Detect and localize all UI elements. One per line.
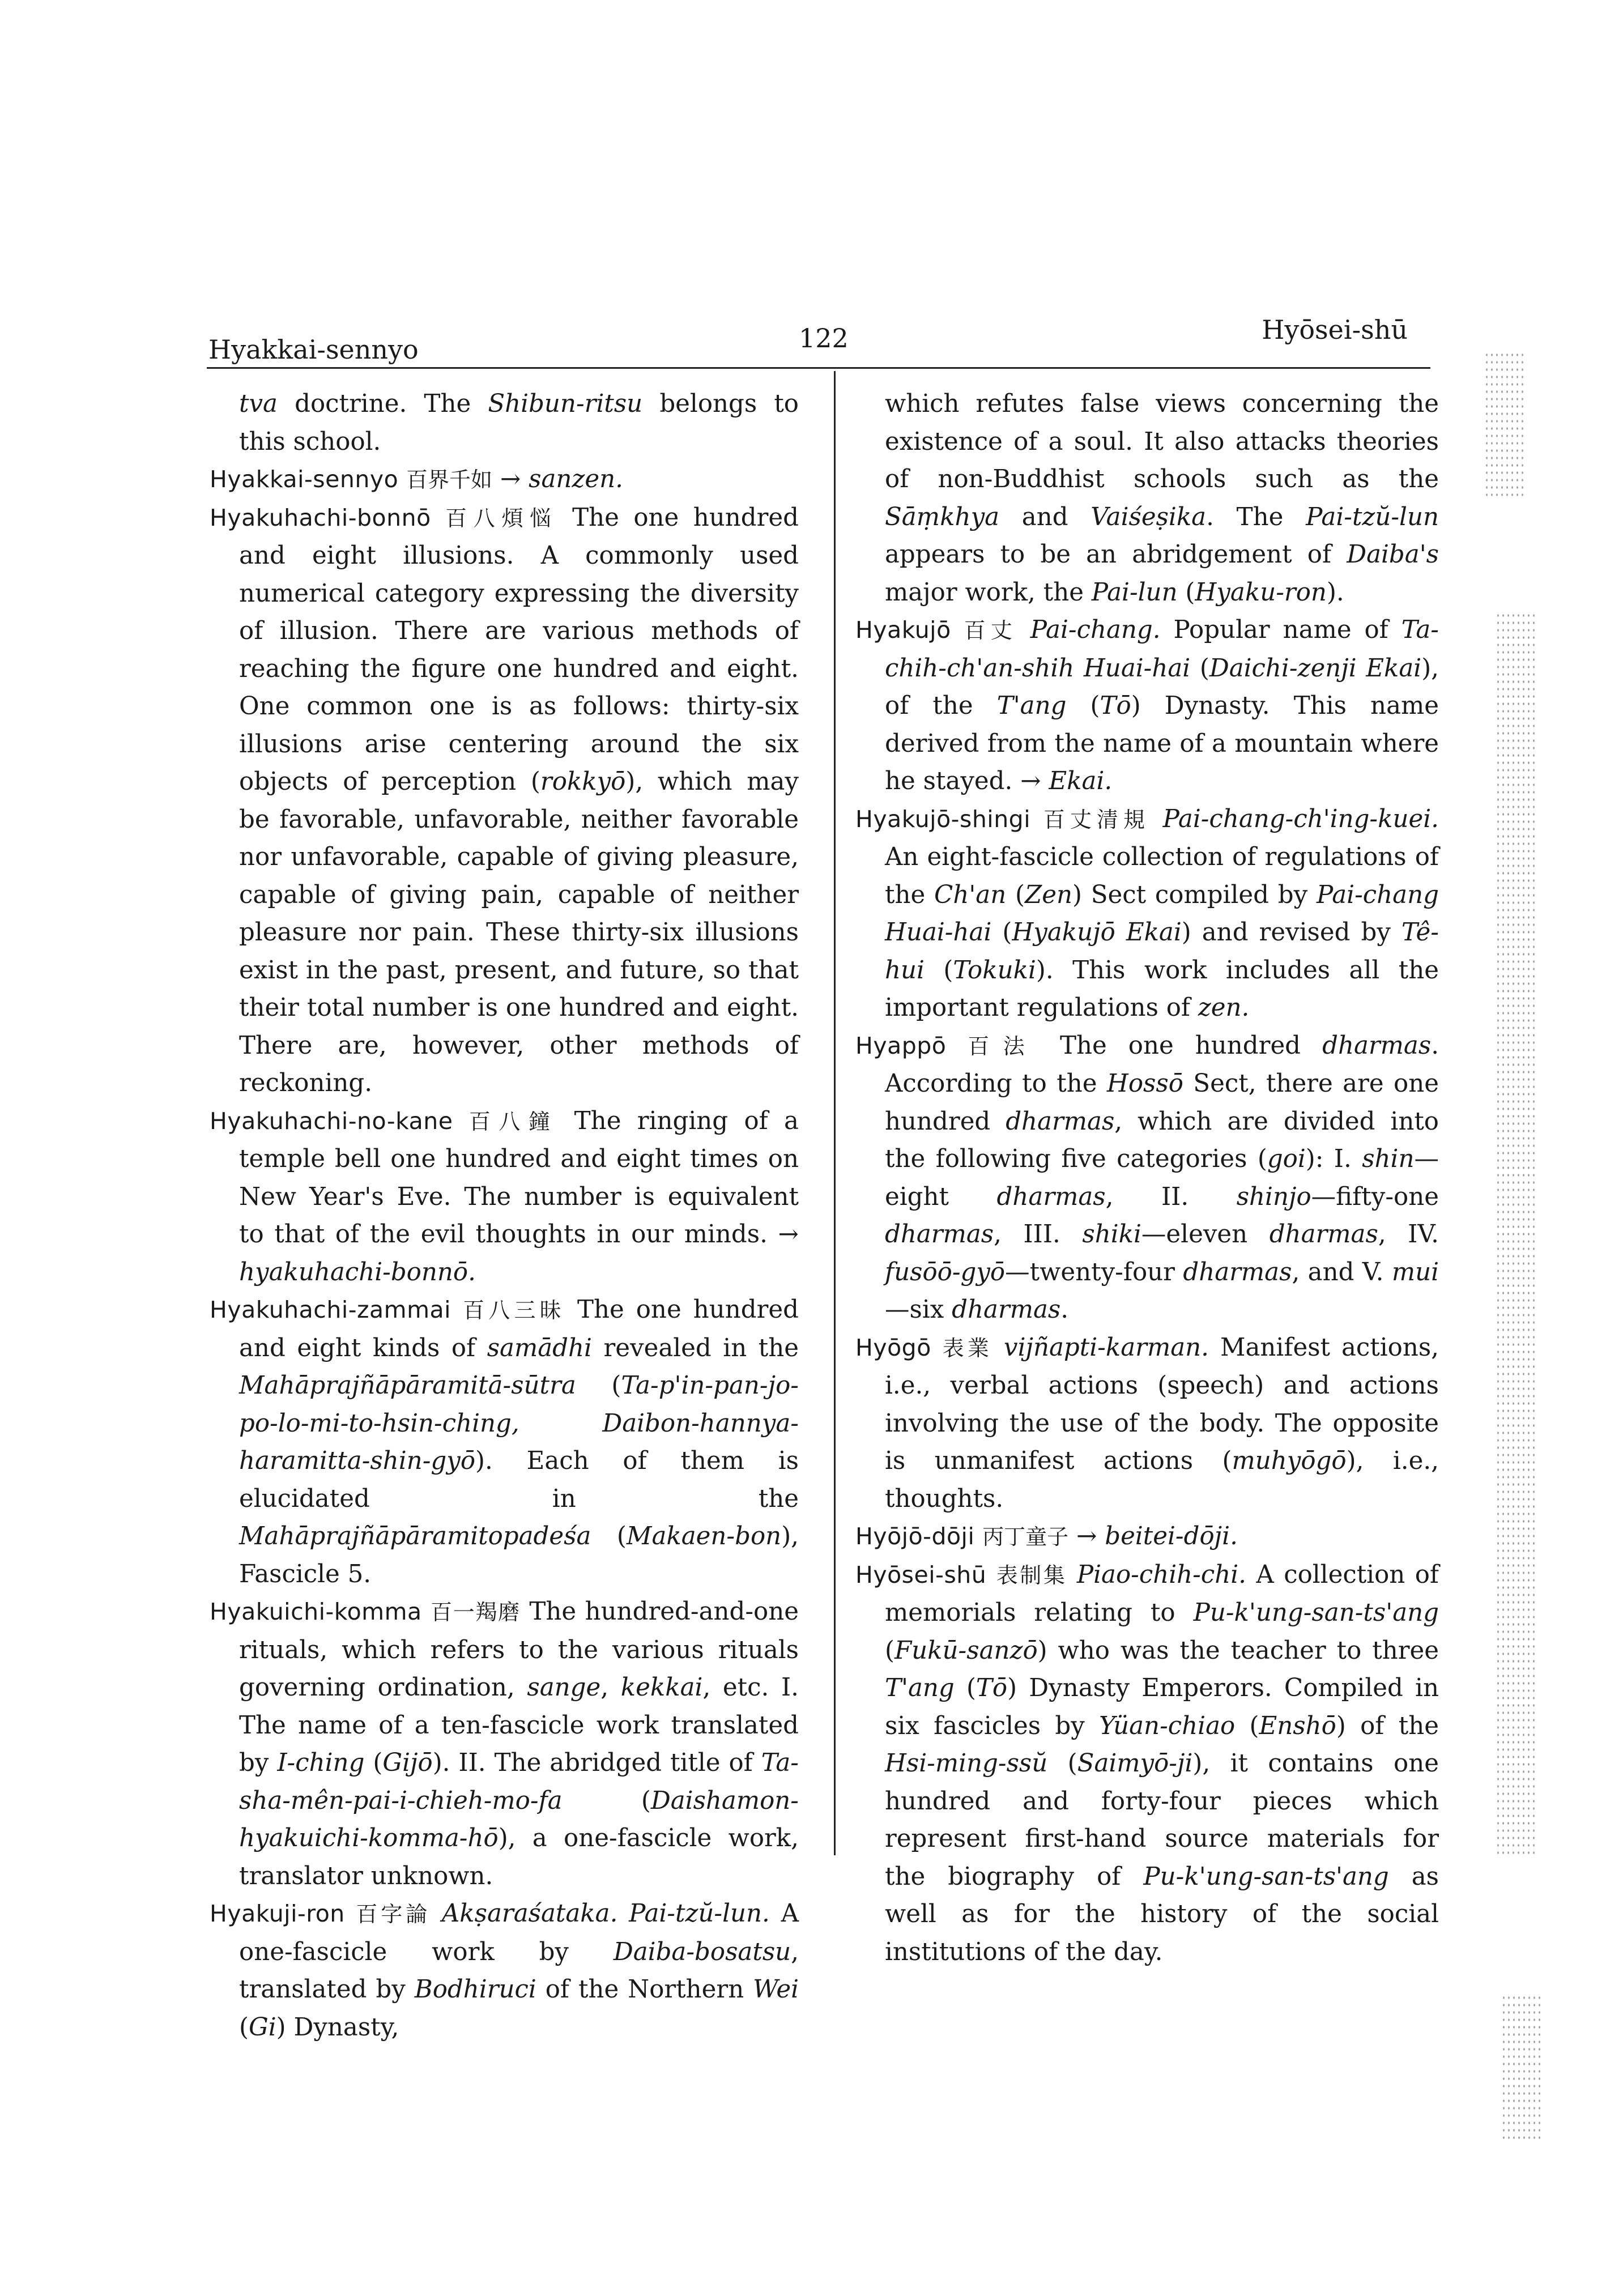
entry-definition: Akṣaraśataka. Pai-tzŭ-lun. A one-fascicle work by Daiba-bosatsu, translated by Bodhiruci of the Northern Wei (Gi) Dynasty, xyxy=(239,1899,799,2042)
entry-headword: Hyakkai-sennyo xyxy=(210,466,399,493)
right-column xyxy=(855,385,1439,1971)
entry-kanji: 百八煩悩 xyxy=(445,505,558,531)
entry-headword: Hyōsei-shū xyxy=(855,1561,987,1588)
entry-kanji: 百八鐘 xyxy=(468,1109,559,1134)
dictionary-entry xyxy=(855,1556,1439,1971)
dictionary-entry xyxy=(210,1593,799,1895)
entry-headword: Hyakuji-ron xyxy=(210,1900,345,1927)
column-divider xyxy=(834,371,836,1855)
running-head-right: Hyōsei-shū xyxy=(1262,314,1408,345)
scan-noise xyxy=(1496,612,1535,1858)
dictionary-entry xyxy=(210,1291,799,1593)
dictionary-entry xyxy=(210,385,799,461)
dictionary-entry xyxy=(855,385,1439,611)
entry-definition: The ringing of a temple bell one hundred and eight times on New Year's Eve. The number is equivalent to that of the evil thoughts in our minds. → hyakuhachi-bonnō. xyxy=(239,1106,799,1287)
entry-definition: The one hundred and eight illusions. A commonly used numerical category expressing the diversity of illusion. There are various methods of reaching the figure one hundred and eight. One common one is as follows: thirty-six illusions arise centering around the six objects of perception (rokkyō), which may be favorable, unfavorable, neither favorable nor unfavorable, capable of giving pleasure, capable of giving pain, capable of neither pleasure nor pain. These thirty-six illusions exist in the past, present, and future, so that their total number is one hundred and eight. There are, however, other methods of reckoning. xyxy=(239,503,799,1097)
entry-kanji: 丙丁童子 xyxy=(982,1524,1069,1549)
entry-kanji: 百法 xyxy=(968,1033,1038,1059)
entry-definition: Pai-chang. Popular name of Ta-chih-ch'an-shih Huai-hai (Daichi-zenji Ekai), of the T'ang (Tō) Dynasty. This name derived from the name of a mountain where he stayed. → Ekai. xyxy=(885,616,1439,795)
entry-definition: The hundred-and-one rituals, which refers to the various rituals governing ordination, sange, kekkai, etc. I. The name of a ten-fascicle work translated by I-ching (Gijō). II. The abridged title of Ta-sha-mên-pai-i-chieh-mo-fa (Daishamon-hyakuichi-komma-hō), a one-fascicle work, translator unknown. xyxy=(239,1598,799,1890)
entry-headword: Hyakuhachi-bonnō xyxy=(210,504,431,531)
entry-kanji: 百丈清規 xyxy=(1043,807,1150,832)
dictionary-entry xyxy=(855,800,1439,1027)
entry-headword: Hyakujō xyxy=(855,616,951,644)
entry-kanji: 百一羯磨 xyxy=(431,1600,521,1625)
entry-definition: which refutes false views concerning the existence of a soul. It also attacks theories of non-Buddhist schools such as the Sāṃkhya and Vaiśeṣika. The Pai-tzŭ-lun appears to be an abridgement of Daiba's major work, the Pai-lun (Hyaku-ron). xyxy=(885,390,1439,607)
entry-headword: Hyakujō-shingi xyxy=(855,805,1031,833)
dictionary-entry xyxy=(210,461,799,499)
entry-kanji: 百字論 xyxy=(356,1902,431,1927)
entry-definition: tva doctrine. The Shibun-ritsu belongs to this school. xyxy=(239,390,799,456)
entry-headword: Hyakuichi-komma xyxy=(210,1598,422,1625)
entry-kanji: 表業 xyxy=(942,1335,993,1361)
dictionary-entry xyxy=(855,1329,1439,1518)
left-column xyxy=(210,385,799,2046)
entry-definition: The one hundred dharmas. According to the Hossō Sect, there are one hundred dharmas, which are divided into the following five categories (goi): I. shin—eight dharmas, II. shinjo—fifty-one dharmas, III. shiki—eleven dharmas, IV. fusōō-gyō—twenty-four dharmas, and V. mui—six dharmas. xyxy=(885,1031,1439,1324)
entry-definition: Pai-chang-ch'ing-kuei. An eight-fascicle collection of regulations of the Ch'an (Zen) Sect compiled by Pai-chang Huai-hai (Hyakujō Ekai) and revised by Tê-hui (Tokuki). This work includes all the important regulations of zen. xyxy=(885,804,1439,1022)
dictionary-entry xyxy=(855,611,1439,800)
header-rule xyxy=(207,367,1430,369)
entry-headword: Hyakuhachi-zammai xyxy=(210,1296,451,1323)
entry-definition: The one hundred and eight kinds of samādhi revealed in the Mahāprajñāpāramitā-sūtra (Ta-p'in-pan-jo-po-lo-mi-to-hsin-ching, Daibon-hannya-haramitta-shin-gyō). Each of them is elucidated in the Mahāprajñāpāramitopadeśa (Makaen-bon), Fascicle 5. xyxy=(239,1296,799,1588)
dictionary-entry xyxy=(210,499,799,1102)
entry-definition: → beitei-dōji. xyxy=(1076,1522,1238,1550)
dictionary-entry xyxy=(855,1027,1439,1329)
entry-headword: Hyakuhachi-no-kane xyxy=(210,1107,453,1135)
entry-kanji: 表制集 xyxy=(996,1562,1067,1588)
entry-definition: → sanzen. xyxy=(500,465,623,493)
entry-headword: Hyappō xyxy=(855,1032,947,1059)
entry-kanji: 百丈 xyxy=(964,618,1017,643)
entry-kanji: 百八三昧 xyxy=(463,1298,565,1323)
dictionary-entry xyxy=(855,1518,1439,1556)
entry-definition: vijñapti-karman. Manifest actions, i.e., verbal actions (speech) and actions involving the use of the body. The opposite is unmanifest actions (muhyōgō), i.e., thoughts. xyxy=(885,1333,1439,1513)
dictionary-entry xyxy=(210,1102,799,1292)
entry-kanji: 百界千如 xyxy=(406,467,493,492)
entry-definition: Piao-chih-chi. A collection of memorials relating to Pu-k'ung-san-ts'ang (Fukū-sanzō) who was the teacher to three T'ang (Tō) Dynasty Emperors. Compiled in six fascicles by Yüan-chiao (Enshō) of the Hsi-ming-ssŭ (Saimyō-ji), it contains one hundred and forty-four pieces which represent first-hand source materials for the biography of Pu-k'ung-san-ts'ang as well as for the history of the social institutions of the day. xyxy=(885,1560,1439,1966)
entry-headword: Hyōjō-dōji xyxy=(855,1523,975,1550)
scan-noise xyxy=(1484,351,1524,499)
page-number: 122 xyxy=(799,323,849,353)
entry-headword: Hyōgō xyxy=(855,1334,931,1361)
running-head-left: Hyakkai-sennyo xyxy=(208,334,419,365)
scan-noise xyxy=(1501,1994,1541,2141)
dictionary-entry xyxy=(210,1895,799,2046)
